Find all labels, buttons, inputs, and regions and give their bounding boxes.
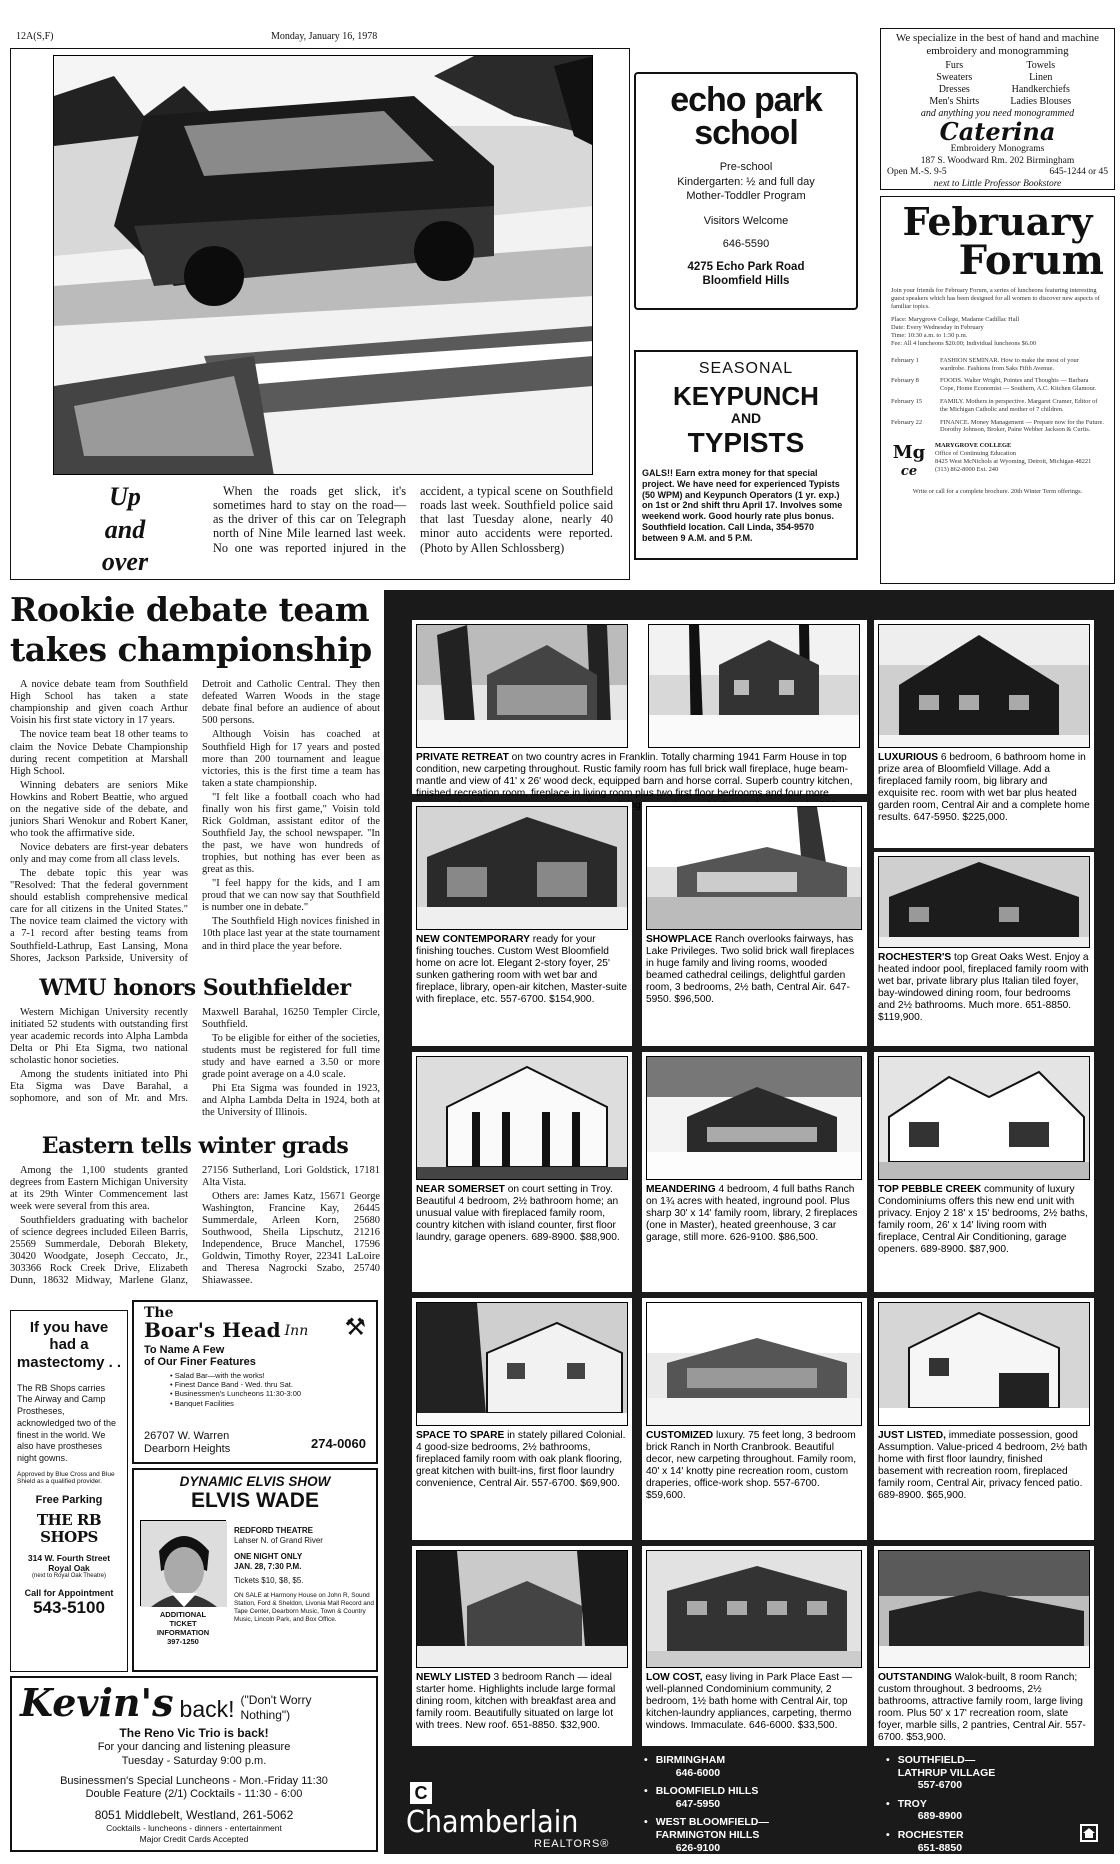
office-item <box>644 1754 844 1779</box>
listing-text: Ranch overlooks fairways, has Lake Privileges. Two solid brick wall fireplaces in huge family and living rooms, wooded beamed cathedral ceilings, delightful garden room, 3 bedrooms, 2½ bath, Central Air. 647-5950. $96,500. <box>646 934 855 1006</box>
house-photo-graphic <box>417 625 628 748</box>
office-item <box>644 1785 844 1810</box>
title-up: Up <box>109 482 141 511</box>
paragraph: Although Voisin has coached at Southfield High for 17 years and posted more than 200 tournament and league victories, this is the first time a team has taken a state championship. <box>202 729 380 789</box>
listing-heading: NEWLY LISTED <box>416 1672 491 1683</box>
keypunch-body: GALS!! Earn extra money for that special project. We have need for experienced Typists (50 WPM) and Keypunch Operators (1 yr. exp.) on 1st or 2nd shift thru April 17. Involves some weekend work. Good hourly rate plus bonus. Southfield location. Call Linda, 354-9570 between 9 A.M. and 5 P.M. <box>642 468 843 543</box>
listing-text: 4 bedroom, 4 full baths Ranch on 1¾ acres with heated, inground pool. Plus sharp 30' x 14' family room, library, 2 fireplaces (one in Master), heated greenhouse, 3 car garage, still more. 626-9100. $86,500. <box>646 1184 858 1244</box>
paragraph: Phi Eta Sigma was founded in 1923, and Alpha Lambda Delta in 1924, both at the University of Illinois. <box>202 1083 380 1119</box>
boars-features <box>134 1369 376 1409</box>
eastern-headline: Eastern tells winter grads <box>41 1133 349 1159</box>
elvis-sale: ON SALE at Harmony House on John R, Sound Station, Ford & Sheldon, Livonia Mall Record and Tape Center, Dearborn Music, Town & Country Music, Lincoln Park, and Box Office. <box>234 1592 374 1623</box>
page-date: Monday, January 16, 1978 <box>271 31 378 42</box>
listing-text: easy living in Park Place East — well-planned Condominium community, 2 bedroom, 1½ bath home with Central Air, top kitchen-laundry appliances, carpeting, thermo windows. Immaculate. 646-6000. $33,500. <box>646 1672 853 1732</box>
listing-description <box>646 1430 862 1502</box>
wmu-headline: WMU honors Southfielder <box>39 975 351 1001</box>
chamberlain-realtors-ad <box>384 590 1114 1854</box>
page-header <box>16 31 874 45</box>
listing-card <box>412 802 632 1046</box>
listing-text: luxury. 75 feet long, 3 bedroom brick Ranch in North Cranbrook. Beautiful decor, new carpeting throughout. Family room, 40' x 14' knotty pine recreation room, custom draperies, office-work shop. 557-6700. $59,600. <box>646 1430 857 1502</box>
listing-card <box>874 852 1094 1046</box>
paragraph: A novice debate team from Southfield High School has taken a state championship and given coach Arthur Voisin his first state victory in 17 years. <box>10 679 188 727</box>
forum-intro: Join your friends for February Forum, a series of luncheons featuring interesting guest speakers which has been designed for all women to discover new aspects of familiar topics. <box>891 287 1100 310</box>
listing-card <box>412 1298 632 1540</box>
wmu-article <box>10 976 380 1139</box>
listing-card <box>642 802 867 1046</box>
paragraph: The novice team beat 18 other teams to claim the Novice Debate Championship during recent competition at Marshall High School. <box>10 729 188 777</box>
marygrove-logo-icon: Mg ce <box>892 442 926 480</box>
feature-text: Finest Dance Band - Wed. thru Sat. <box>174 1380 293 1389</box>
listing-photo <box>416 806 628 930</box>
feature-text: Salad Bar—with the works! <box>174 1370 265 1380</box>
shops-l1: If you have <box>29 1319 109 1336</box>
forum-row-date: February 22 <box>891 418 923 426</box>
listing-description <box>878 1184 1090 1256</box>
listing-description <box>878 952 1090 1024</box>
listing-photo <box>646 806 862 930</box>
debate-article <box>10 590 380 979</box>
feature: • Salad Bar—with the works! <box>170 1370 265 1380</box>
listing-photo <box>878 1302 1090 1426</box>
caterina-logo: Caterina <box>939 117 1056 147</box>
item: Linen <box>1029 72 1053 84</box>
kevins-logo: Kevin's <box>20 1680 174 1725</box>
listing-card <box>874 1052 1094 1292</box>
boars-address: 26707 W. Warren <box>144 1429 230 1442</box>
listing-card <box>874 620 1094 848</box>
elvis-info1: ADDITIONAL <box>159 1610 207 1619</box>
elvis-photo <box>140 1520 226 1606</box>
listing-photo <box>878 1550 1090 1668</box>
elvis-info2: TICKET <box>169 1619 197 1628</box>
office-item <box>886 1829 1056 1854</box>
caterina-next: next to Little Professor Bookstore <box>933 178 1062 189</box>
listing-text: community of luxury Condominiums offers this new end unit with privacy. Enjoy 2 18' x 15' bedrooms, 2½ baths, family room, 26' x 14' living room with fireplace, Central Air Conditioning, garage openers. 689-8900. $87,900. <box>878 1184 1088 1256</box>
college-office: Office of Continuing Education <box>935 450 1016 457</box>
forum-row <box>891 398 1104 414</box>
listing-description <box>416 1184 628 1244</box>
office-name: SOUTHFIELD— LATHRUP VILLAGE <box>897 1754 996 1779</box>
forum-row <box>891 377 1104 393</box>
listing-description <box>878 752 1090 824</box>
house-photo-graphic <box>647 1057 862 1180</box>
seasonal-label: SEASONAL <box>698 360 794 377</box>
listing-text: 3 bedroom Ranch — ideal starter home. Highlights include large formal dining room, kitchen with breakfast area and family room. Beautifully situated on large lot with trees. New roof. 651-8850. $32,900. <box>416 1672 616 1732</box>
school-address: 4275 Echo Park Road <box>687 260 805 273</box>
forum-footer: Write or call for a complete brochure. 20th Winter Term offerings. <box>912 488 1083 495</box>
caterina-phone: 645-1244 or 45 <box>1049 167 1108 178</box>
listing-description <box>878 1430 1090 1502</box>
office-item <box>886 1798 1056 1823</box>
elvis-t1: DYNAMIC ELVIS SHOW <box>179 1474 331 1489</box>
bullet-icon: • <box>644 1754 648 1766</box>
echo-park-school-ad <box>634 72 858 310</box>
feature-text: Banquet Facilities <box>174 1398 234 1408</box>
listing-heading: NEAR SOMERSET <box>416 1184 505 1195</box>
listing-card <box>412 620 867 800</box>
keypunch-heading: KEYPUNCH <box>673 380 819 411</box>
listing-description <box>416 1672 628 1732</box>
shops-near: (next to Royal Oak Theatre) <box>32 1573 106 1580</box>
college-name: MARYGROVE COLLEGE <box>935 442 1012 450</box>
office-name: BLOOMFIELD HILLS <box>655 1785 759 1798</box>
paragraph: The debate topic this year was "Resolved: That the federal government should establish comprehensive medical care for all citizens in the United States." The novice team claimed the victory with a 7-1 record after besting teams from Southfield-Lathrup, East Lansing, Mona Shores, Jackson Parkside, University of Detroit and Catholic Central. They then defeated Warren Woods in the stage debate final before an audience of about 500 persons. <box>10 679 380 964</box>
forum-row-date: February 1 <box>891 356 919 364</box>
toddler-line: Mother-Toddler Program <box>686 189 806 202</box>
feature: • Finest Dance Band - Wed. thru Sat. <box>170 1380 293 1389</box>
listing-photo <box>646 1056 862 1180</box>
listing-heading: SHOWPLACE <box>646 934 713 945</box>
kevins-l2: For your dancing and listening pleasure <box>97 1741 291 1753</box>
boars-head-inn-ad <box>132 1300 378 1464</box>
item: Furs <box>945 60 964 72</box>
boars-phone: 274-0060 <box>311 1436 366 1452</box>
forum-row <box>891 357 1104 373</box>
equal-housing-icon <box>1080 1824 1098 1842</box>
paragraph: Western Michigan University recently initiated 52 students with outstanding first year academic records into Alpha Lambda Delta or Phi Eta Sigma, two national scholastic honor societies. <box>10 1006 188 1066</box>
listing-text: on two country acres in Franklin. Totally charming 1941 Farm House in top condition, new carpeting throughout. Rustic family room has full brick wall fireplace, huge beam-mantle and view of 41' x 26' wood deck, equipped barn and horse corral. Superb country kitchen, finished recreation room, fireplace in living room plus two first floor bedrooms and four more <box>416 752 853 800</box>
listing-photo <box>878 856 1090 948</box>
listing-description <box>646 1672 862 1732</box>
listing-photo <box>416 1302 628 1426</box>
listing-description <box>416 1430 628 1490</box>
elvis-one-night: ONE NIGHT ONLY <box>234 1552 303 1561</box>
house-photo-graphic <box>879 625 1090 748</box>
debate-headline: Rookie debate team takes championship <box>10 590 372 669</box>
house-photo-graphic <box>879 1057 1090 1180</box>
title-and: and <box>104 514 146 544</box>
house-photo-graphic <box>879 1551 1090 1668</box>
forum-fee: Fee: All 4 luncheons $20.00; Individual luncheons $6.00 <box>891 339 1037 347</box>
listing-heading: SPACE TO SPARE <box>416 1430 505 1441</box>
paragraph: Novice debaters are first-year debaters only and may come from all class levels. <box>10 842 188 866</box>
item: Men's Shirts <box>929 96 980 108</box>
boars-tagline-1: To Name A Few <box>144 1344 225 1356</box>
listing-description <box>416 934 628 1006</box>
listing-heading: LUXURIOUS <box>878 752 938 763</box>
house-photo-graphic <box>879 1303 1090 1426</box>
bullet-icon: • <box>644 1785 648 1798</box>
listing-photo <box>416 624 628 748</box>
listing-text: 6 bedroom, 6 bathroom home in prize area of Bloomfield Village. Add a fireplaced family room, big library and exquisite rec. room with wet bar plus heated garden room, Central Air and a complete home results. 647-5950. $225,000. <box>878 752 1090 824</box>
up-and-over-title <box>85 481 165 579</box>
shops-phone: 543-5100 <box>33 1597 105 1617</box>
forum-date: Date: Every Wednesday in February <box>891 324 984 332</box>
office-name: BIRMINGHAM <box>655 1754 726 1766</box>
kindergarten-line: Kindergarten: ½ and full day <box>677 175 815 188</box>
forum-row-topic: FINANCE. Money Management — Prepare now for the Future. Dorothy Johnson, Broker, Paine Webber Jackson & Curtis. <box>940 418 1104 434</box>
feature: • Banquet Facilities <box>170 1398 234 1408</box>
forum-row-topic: FOODS. Walter Wright, Pointes and Thoughts — Barbara Cope, Home Economist — Southern, A.C. Kitchen Glamour. <box>940 377 1097 393</box>
caterina-address: 187 S. Woodward Rm. 202 Birmingham <box>920 155 1075 166</box>
shops-city: Royal Oak <box>48 1562 90 1573</box>
house-photo-graphic <box>879 857 1090 948</box>
listing-description <box>878 1672 1090 1744</box>
listing-heading: LOW COST, <box>646 1672 703 1683</box>
boars-name: Boar's Head <box>144 1318 281 1342</box>
listing-text: immediate possession, good Assumption. Value-priced 4 bedroom, 2½ bath home with first floor laundry, finished basement with recreation room, fireplaced family room, Central Air, privacy fenced patio. 689-8900. $65,900. <box>878 1430 1088 1502</box>
listing-heading: JUST LISTED, <box>878 1430 946 1441</box>
boars-the: The <box>144 1305 174 1321</box>
caterina-anything: and anything you need monogrammed <box>920 108 1075 120</box>
office-name: WEST BLOOMFIELD— FARMINGTON HILLS <box>655 1816 769 1841</box>
office-phone: 626-9100 <box>675 1841 721 1854</box>
elvis-theatre: REDFORD THEATRE <box>234 1526 313 1535</box>
kevins-l1: The Reno Vic Trio is back! <box>119 1726 269 1740</box>
house-photo-graphic <box>649 625 860 748</box>
paragraph: "I feel happy for the kids, and I am proud that we can now say that Southfield is number one in debate." <box>202 878 380 914</box>
paragraph: Others are: James Katz, 15671 George Washington, Francine Kay, 26445 Summerdale, Arleen Korn, 25680 Southwood, Sheila Lipschutz, 21216 Independence, Bruce Manchel, 17596 Goldwin, Timothy Royer, 22341 LaLoire and Theresa Nagrocki Szabo, 25740 Shiawassee. <box>202 1190 380 1287</box>
school-phone: 646-5590 <box>722 237 770 250</box>
typists-heading: TYPISTS <box>687 426 805 458</box>
item: Towels <box>1026 60 1056 72</box>
listing-text: in stately pillared Colonial. 4 good-size bedrooms, 2½ bathrooms, fireplaced family room with oak plank flooring, great kitchen with built-ins, first floor laundry convenience, Central Air. 557-6700. $69,900. <box>416 1430 626 1490</box>
listing-photo <box>878 1056 1090 1180</box>
school-name-1: echo park <box>670 81 822 119</box>
office-name: ROCHESTER <box>897 1828 964 1841</box>
listing-description <box>646 1184 862 1244</box>
house-photo-graphic <box>417 1057 628 1180</box>
listing-photo <box>878 624 1090 748</box>
paragraph: Among the 1,100 students granted degrees from Eastern Michigan University at its 29th Winter Commencement last week were several from this area. <box>10 1164 188 1212</box>
keypunch-typists-ad <box>634 350 858 560</box>
eastern-body <box>10 1165 380 1305</box>
wmu-body <box>10 1007 380 1139</box>
office-item <box>644 1816 844 1854</box>
offices-right <box>886 1754 1056 1854</box>
listing-card <box>874 1298 1094 1540</box>
forum-schedule <box>881 348 1114 435</box>
listing-card <box>412 1546 632 1746</box>
shops-approved: Approved by Blue Cross and Blue Shield as a qualified provider. <box>17 1470 115 1486</box>
listing-card <box>642 1052 867 1292</box>
boars-inn: Inn <box>284 1323 309 1340</box>
paragraph: Winning debaters are seniors Mike Howkins and Robert Beattie, who argued on the negative side of the debate, and juniors Shari Wenokur and Robert Kaner, who took the affirmative side. <box>10 779 188 839</box>
office-phone: 646-6000 <box>675 1766 721 1779</box>
listing-text: top Great Oaks West. Enjoy a heated indoor pool, fireplaced family room with wet bar, private library plus Italian tiled foyer, bay-windowed dining room, four bedrooms and 2½ bathrooms. Much more. 651-8850. $119,900. <box>878 952 1089 1024</box>
listing-card <box>412 1052 632 1292</box>
chamberlain-name: Chamberlain <box>406 1805 579 1840</box>
item: Dresses <box>938 84 970 96</box>
bullet-icon: • <box>644 1816 648 1829</box>
item: Sweaters <box>936 72 973 84</box>
feature: • Businessmen's Luncheons 11:30-3:00 <box>170 1389 302 1399</box>
listing-text: ready for your finishing touches. Custom West Bloomfield home on acre lot. Elegant 2-story foyer, 25' sunken gathering room with wet bar and fireplace, library, open-air kitchen, Master-suite with fireplace, etc. 557-6700. $154,900. <box>416 934 628 1006</box>
caterina-monogram-ad <box>880 28 1115 190</box>
item: Handkerchiefs <box>1011 84 1070 96</box>
office-phone: 651-8850 <box>917 1841 963 1854</box>
caption-text: When the roads get slick, it's sometimes hard to stay on the road—as the driver of this car on Telegraph north of Nine Mile learned last week. No one was reported injured in the accident, a typical scene on Southfield roads last week. Southfield police said that last Tuesday alone, nearly 40 minor auto accidents were reported. (Photo by Allen Schlossberg) <box>213 484 613 555</box>
forum-row <box>891 419 1104 435</box>
office-phone: 647-5950 <box>675 1797 721 1810</box>
paragraph: To be eligible for either of the societies, students must be registered for full time study and have earned a 3.50 or more grade point average on a 4.0 scale. <box>202 1032 380 1080</box>
listing-photo <box>416 1550 628 1668</box>
kevins-back: back! <box>179 1695 235 1722</box>
elvis-portrait-graphic <box>141 1521 227 1607</box>
caterina-intro: We specialize in the best of hand and machine embroidery and monogramming <box>895 32 1100 58</box>
house-photo-graphic <box>647 1551 862 1668</box>
bullet-icon: • <box>886 1797 890 1810</box>
listing-card <box>874 1546 1094 1746</box>
elvis-theatre-loc: Lahser N. of Grand River <box>234 1536 323 1545</box>
listing-card <box>642 1546 867 1746</box>
house-photo-graphic <box>417 1551 628 1668</box>
elvis-info-phone: 397-1250 <box>167 1637 199 1646</box>
school-city: Bloomfield Hills <box>702 275 790 288</box>
paragraph: Southfielders graduating with bachelor of science degrees included Eileen Barris, 25569 Summerdale, Deborah Blekety, 30420 Woodgate, Joseph Ceccato, Jr., 303366 Rock Creek Drive, Elizabeth Dunn, 18632 Midway, Marlene Glanz, 27156 Sutherland, Lori Goldstick, 17181 Alta Vista. <box>10 1164 380 1287</box>
listing-text: on court setting in Troy. Beautiful 4 bedroom, 2½ bathroom home; an unusual value with fireplaced family room, country kitchen with island counter, first floor laundry, garage openers. 689-8900. $88,900. <box>416 1184 620 1244</box>
item: Ladies Blouses <box>1010 96 1072 108</box>
listing-heading: ROCHESTER'S <box>878 952 952 963</box>
rb-shops-ad <box>10 1310 128 1672</box>
up-and-over-caption <box>213 484 613 556</box>
elvis-tickets: Tickets $10, $8, $5. <box>234 1576 304 1585</box>
caterina-sub: Embroidery Monograms <box>950 144 1045 155</box>
office-phone: 557-6700 <box>917 1779 963 1792</box>
kevins-quote: ("Don't Worry Nothing") <box>240 1693 312 1722</box>
kevins-l5: Double Feature (2/1) Cocktails - 11:30 - 6:00 <box>85 1788 303 1801</box>
shops-body: The RB Shops carries The Airway and Camp Prostheses, acknowledged two of the finest in the world. We also have prostheses night gowns. <box>17 1382 117 1463</box>
up-and-over-story <box>10 48 630 580</box>
shops-l2: had a <box>49 1336 89 1354</box>
college-address: 8425 West McNichols at Wyoming, Detroit, Michigan 48221 <box>935 457 1092 465</box>
kevins-l6: 8051 Middlebelt, Westland, 261-5062 <box>94 1808 294 1822</box>
feature-text: Businessmen's Luncheons 11:30-3:00 <box>174 1389 302 1399</box>
paragraph: The Southfield High novices finished in 10th place last year at the state tournament and in third place the year before. <box>202 916 380 952</box>
paragraph: "I felt like a football coach who had finally won his first game," Voisin told Rick Goldman, assistant editor of the Southfield Jay, the school newspaper. "In the past, we have won hundreds of trophies, but nothing has ever been as great as this. <box>202 791 380 876</box>
kevins-l8: Major Credit Cards Accepted <box>139 1833 249 1844</box>
elvis-wade-ad <box>132 1468 378 1672</box>
and-label: AND <box>730 410 762 427</box>
eastern-article <box>10 1134 380 1305</box>
boars-tagline-2: of Our Finer Features <box>144 1356 256 1369</box>
boar-head-icon: ⚒ <box>344 1315 366 1341</box>
elvis-t2: ELVIS WADE <box>191 1489 319 1513</box>
listing-heading: CUSTOMIZED <box>646 1430 714 1441</box>
visitors-welcome: Visitors Welcome <box>703 215 789 228</box>
listing-heading: MEANDERING <box>646 1184 716 1195</box>
listing-heading: TOP PEBBLE CREEK <box>878 1184 982 1195</box>
bullet-icon: • <box>886 1828 890 1841</box>
listing-photo <box>646 1302 862 1426</box>
office-phone: 689-8900 <box>917 1810 963 1823</box>
office-item <box>886 1754 1056 1792</box>
shops-parking: Free Parking <box>35 1494 103 1507</box>
shops-logo: THE RB SHOPS <box>36 1511 102 1547</box>
chamberlain-footer <box>404 1754 1104 1854</box>
house-photo-graphic <box>417 807 628 930</box>
listing-card <box>642 1298 867 1540</box>
listing-description <box>646 934 862 1006</box>
kevins-ad <box>10 1676 378 1852</box>
school-name-2: school <box>694 114 798 153</box>
debate-body <box>10 679 380 979</box>
shops-l3: mastectomy . . <box>16 1353 122 1371</box>
kevins-l4: Businessmen's Special Luncheons - Mon.-Friday 11:30 <box>60 1774 328 1787</box>
forum-row-topic: FASHION SEMINAR. How to make the most of your wardrobe. Fashions from Saks Fifth Avenue. <box>940 356 1079 372</box>
office-name: TROY <box>897 1797 927 1810</box>
forum-title-2: Forum <box>958 237 1104 284</box>
house-glyph-icon <box>1082 1826 1096 1840</box>
listing-heading: NEW CONTEMPORARY <box>416 934 530 945</box>
forum-place: Place: Marygrove College, Madame Cadillac Hall <box>891 316 1020 324</box>
page-number: 12A(S,F) <box>16 31 54 42</box>
paragraph: Among the students initiated into Phi Eta Sigma was Dave Barahal, a sophomore, and son of Mr. and Mrs. Maxwell Barahal, 16250 Templer Circle, Southfield. <box>10 1006 380 1105</box>
chamberlain-sub: REALTORS® <box>534 1838 610 1850</box>
offices-left <box>644 1754 844 1854</box>
boars-city: Dearborn Heights <box>144 1442 231 1455</box>
kevins-l3: Tuesday - Saturday 9:00 p.m. <box>121 1754 267 1767</box>
february-forum-ad <box>880 196 1115 584</box>
caterina-hours: Open M.-S. 9-5 <box>887 167 947 178</box>
house-photo-graphic <box>647 807 862 930</box>
college-phone: (313) 862-8000 Ext. 240 <box>935 465 999 473</box>
listing-heading: PRIVATE RETREAT <box>416 752 509 763</box>
elvis-date: JAN. 28, 7:30 P.M. <box>234 1562 302 1571</box>
elvis-info3: INFORMATION <box>156 1628 210 1637</box>
forum-title-1: February <box>902 199 1093 244</box>
house-photo-graphic <box>417 1303 628 1426</box>
house-photo-graphic <box>647 1303 862 1426</box>
shops-address: 314 W. Fourth Street <box>27 1553 111 1564</box>
forum-row-date: February 8 <box>891 377 919 385</box>
car-accident-graphic <box>54 56 593 475</box>
listing-photo <box>646 1550 862 1668</box>
car-accident-photo <box>53 55 593 475</box>
forum-row-date: February 15 <box>891 397 923 405</box>
listing-photo <box>648 624 860 748</box>
bullet-icon: • <box>886 1754 890 1766</box>
listing-heading: OUTSTANDING <box>878 1672 952 1683</box>
monogram-items <box>911 60 1084 108</box>
title-over: over <box>101 547 149 576</box>
chamberlain-logo-icon: C <box>410 1782 432 1804</box>
preschool-line: Pre-school <box>719 161 773 174</box>
forum-time: Time: 10:30 a.m. to 1:30 p.m. <box>891 332 968 340</box>
forum-row-topic: FAMILY. Mothers in perspective. Margaret Cramer, Editor of the Michigan Catholic and mother of 7 children. <box>940 397 1098 413</box>
kevins-l7: Cocktails - luncheons - dinners - entertainment <box>106 1823 282 1833</box>
listing-photo <box>416 1056 628 1180</box>
shops-call: Call for Appointment <box>24 1587 114 1598</box>
listing-text: Walok-built, 8 room Ranch; custom throughout. 3 bedrooms, 2½ bathrooms, attractive family room, large living room. Plus 50' x 17' recreation room, slate foyer, marble sills, 2 pantries, Central Air. 557-6700. $53,900. <box>878 1672 1086 1744</box>
